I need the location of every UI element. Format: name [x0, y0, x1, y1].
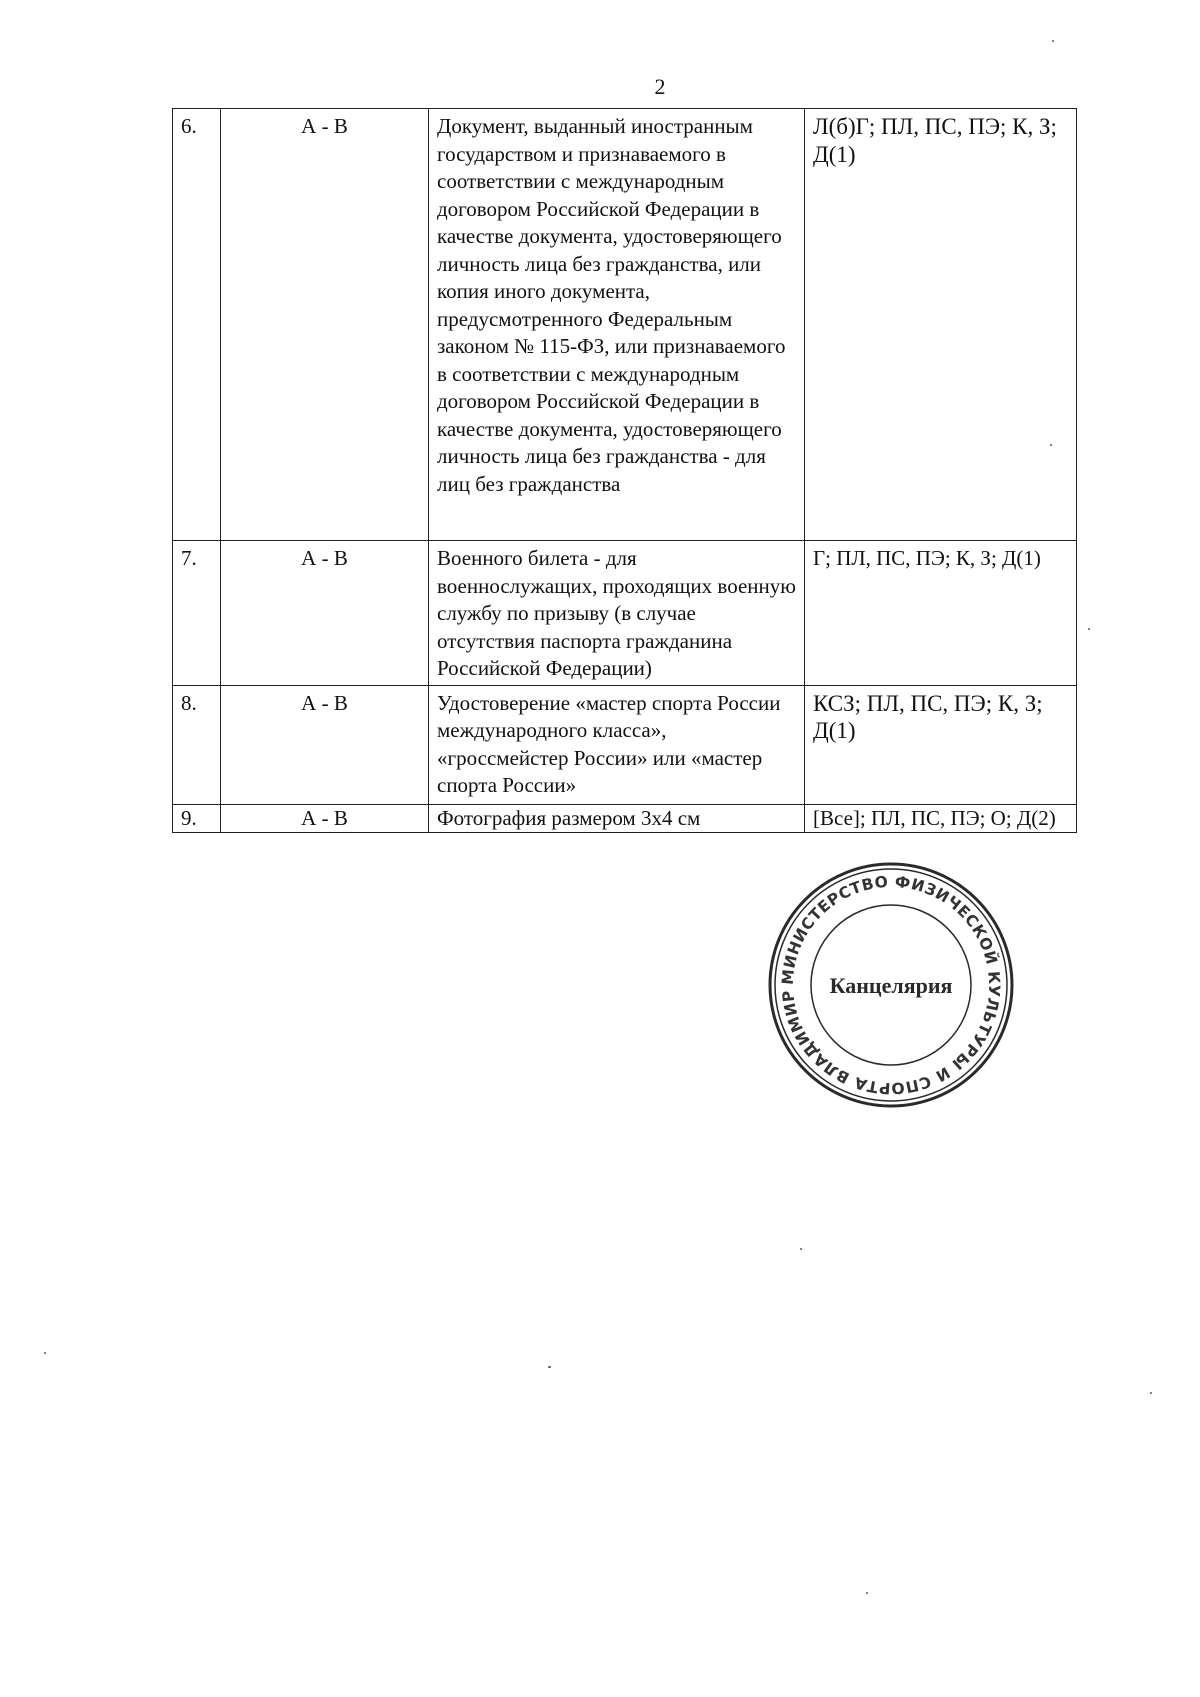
documents-table: [172, 108, 1077, 833]
scan-speck: [1050, 444, 1052, 446]
row-document: Фотография размером 3х4 см: [429, 804, 805, 833]
scan-speck: [1150, 1392, 1152, 1394]
row-code: Л(б)Г; ПЛ, ПС, ПЭ; К, З; Д(1): [805, 109, 1077, 541]
row-number: 6.: [173, 109, 221, 541]
row-code: КСЗ; ПЛ, ПС, ПЭ; К, З; Д(1): [805, 685, 1077, 804]
row-document: Удостоверение «мастер спорта России международного класса», «гроссмейстер России» или «мастер спорта России»: [429, 685, 805, 804]
official-stamp: [766, 860, 1016, 1110]
scan-speck: [1052, 40, 1054, 42]
table-row: [173, 541, 1077, 686]
scan-speck: [44, 1352, 46, 1354]
row-number: 8.: [173, 685, 221, 804]
table-row: [173, 109, 1077, 541]
row-code: [Все]; ПЛ, ПС, ПЭ; О; Д(2): [805, 804, 1077, 833]
scan-speck: [866, 1592, 868, 1594]
row-category: А - В: [221, 541, 429, 686]
stamp-ring-text: МИНИСТЕРСТВО ФИЗИЧЕСКОЙ КУЛЬТУРЫ И СПОРТА ВЛАДИМИР: [778, 872, 1004, 1098]
row-number: 7.: [173, 541, 221, 686]
row-document: Документ, выданный иностранным государством и признаваемого в соответствии с международным договором Российской Федерации в качестве документа, удостоверяющего личность лица без гражданства, или копия иного документа, предусмотренного Федеральным законом № 115-ФЗ, или признаваемого в соответствии с международным договором Российской Федерации в качестве документа, удостоверяющего личность лица без гражданства - для лиц без гражданства: [429, 109, 805, 541]
row-category: А - В: [221, 804, 429, 833]
scan-speck: [548, 1366, 551, 1368]
scan-speck: [1088, 628, 1090, 630]
stamp-center-text: Канцелярия: [829, 973, 953, 998]
row-document: Военного билета - для военнослужащих, проходящих военную службу по призыву (в случае отсутствия паспорта гражданина Российской Федерации): [429, 541, 805, 686]
stamp-seal-icon: [766, 860, 1016, 1110]
scan-speck: [800, 1248, 802, 1250]
row-code: Г; ПЛ, ПС, ПЭ; К, З; Д(1): [805, 541, 1077, 686]
table-row: [173, 685, 1077, 804]
row-category: А - В: [221, 109, 429, 541]
row-category: А - В: [221, 685, 429, 804]
table-row: [173, 804, 1077, 833]
row-number: 9.: [173, 804, 221, 833]
page-number: 2: [654, 74, 666, 99]
